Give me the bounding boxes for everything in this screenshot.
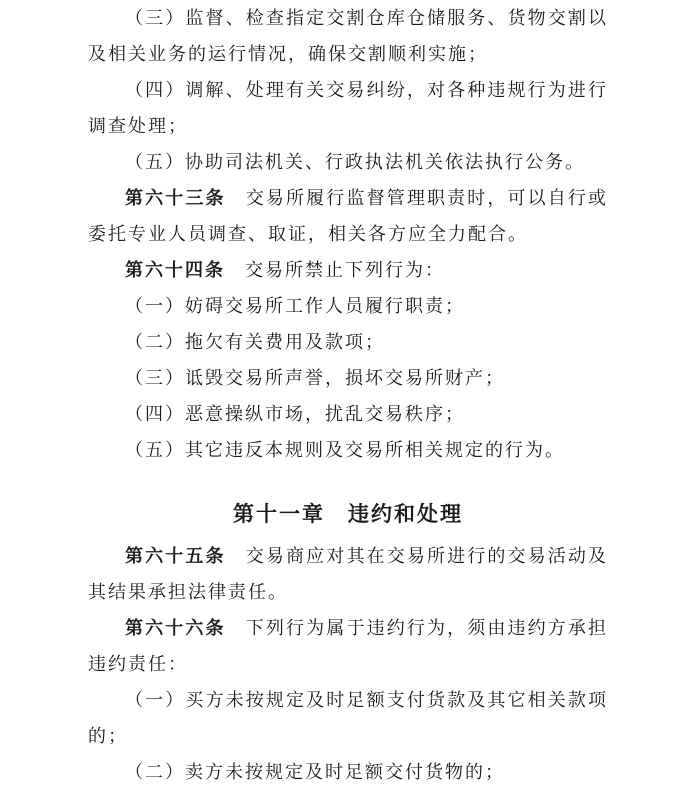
clause-item: （四）恶意操纵市场，扰乱交易秩序；: [125, 404, 465, 424]
article-text: 交易所履行监督管理职责时，可以自行或委托专业人员调查、取证，相关各方应全力配合。: [88, 188, 609, 244]
article-number: 第六十四条: [125, 260, 225, 280]
clause-item: （三）诋毁交易所声誉，损坏交易所财产；: [125, 368, 505, 388]
article-paragraph: [88, 610, 608, 682]
article-paragraph: [88, 180, 608, 252]
article-number: 第六十六条: [125, 618, 226, 638]
article-number: 第六十五条: [125, 546, 226, 566]
clause-item: （五）协助司法机关、行政执法机关依法执行公务。: [125, 152, 585, 172]
article-paragraph: [88, 538, 608, 610]
clause-item: （五）其它违反本规则及交易所相关规定的行为。: [125, 440, 565, 460]
clause-item: （四）调解、处理有关交易纠纷，对各种违规行为进行调查处理；: [88, 80, 608, 136]
article-text: 下列行为属于违约行为，须由违约方承担违约责任：: [88, 618, 609, 674]
clause-item: （二）拖欠有关费用及款项；: [125, 332, 385, 352]
clause-item: （一）妨碍交易所工作人员履行职责；: [125, 296, 465, 316]
article-text: 交易所禁止下列行为：: [225, 260, 445, 280]
clause-item: （二）卖方未按规定及时足额交付货物的；: [125, 762, 505, 782]
chapter-heading: 第十一章 违约和处理: [233, 502, 463, 526]
article-number: 第六十三条: [125, 188, 226, 208]
clause-item: （三）监督、检查指定交割仓库仓储服务、货物交割以及相关业务的运行情况，确保交割顺利实施；: [88, 8, 608, 64]
article-text: 交易商应对其在交易所进行的交易活动及其结果承担法律责任。: [88, 546, 609, 602]
article-paragraph: [88, 252, 608, 288]
clause-item: （一）买方未按规定及时足额支付货款及其它相关款项的；: [88, 690, 608, 746]
